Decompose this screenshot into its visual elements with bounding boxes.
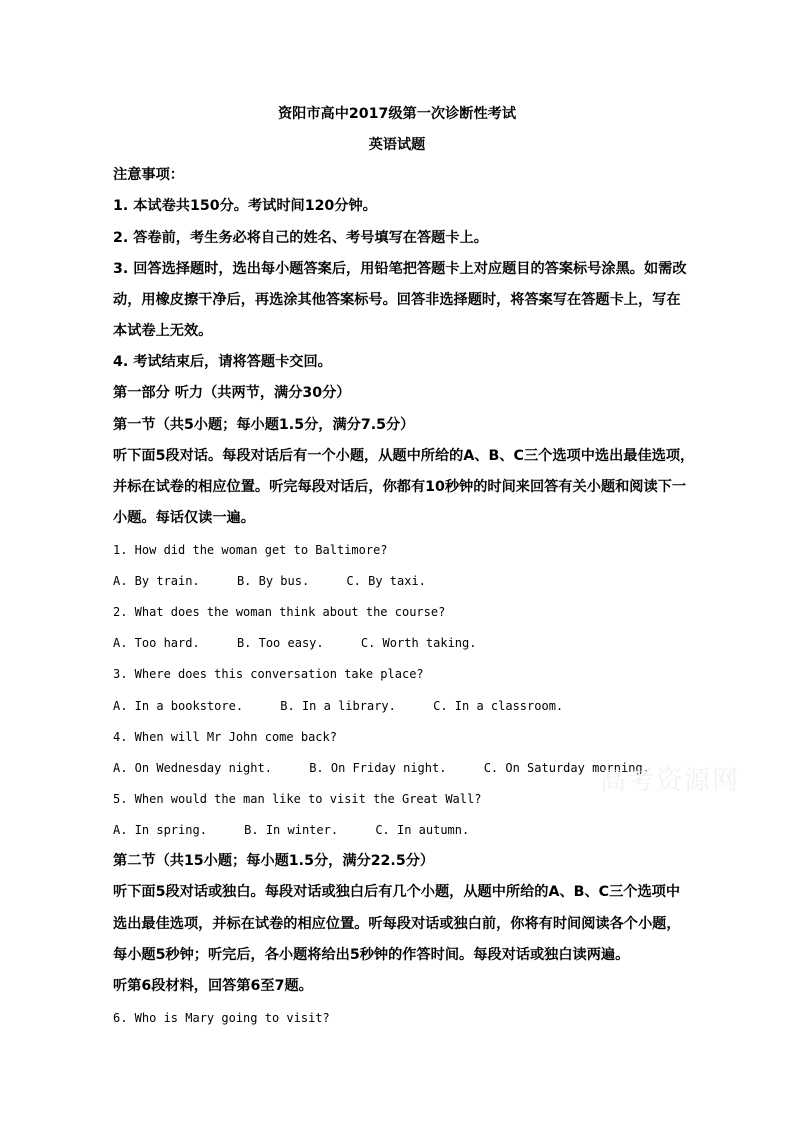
question-3-options <box>113 697 563 715</box>
question-2-option-b: B. Too easy. <box>236 636 324 650</box>
question-3: 3. Where does this conversation take place? <box>113 667 424 681</box>
section1-instructions-line-3: 小题。每话仅读一遍。 <box>113 510 255 526</box>
question-1-option-a: A. By train. <box>113 574 200 588</box>
section2-instructions-line-3: 每小题5秒钟；听完后，各小题将给出5秒钟的作答时间。每段对话或独白读两遍。 <box>113 947 630 963</box>
question-5-option-c: C. In autumn. <box>375 823 470 837</box>
question-4-option-b: B. On Friday night. <box>309 761 447 775</box>
question-5-options <box>113 821 469 839</box>
notice-item-4: 4. 考试结束后，请将答题卡交回。 <box>113 354 332 370</box>
watermark: 高考资源网 <box>600 766 741 796</box>
question-2-option-a: A. Too hard. <box>113 636 200 650</box>
question-6: 6. Who is Mary going to visit? <box>113 1011 330 1025</box>
question-5-option-b: B. In winter. <box>244 823 339 837</box>
question-3-option-c: C. In a classroom. <box>433 699 564 713</box>
section1-instructions-line-1: 听下面5段对话。每段对话后有一个小题，从题中所给的A、B、C三个选项中选出最佳选项， <box>113 448 695 464</box>
question-4: 4. When will Mr John come back? <box>113 730 337 744</box>
notice-item-2: 2. 答卷前，考生务必将自己的姓名、考号填写在答题卡上。 <box>113 230 488 246</box>
question-2: 2. What does the woman think about the course? <box>113 605 446 619</box>
question-5-option-a: A. In spring. <box>113 823 207 837</box>
question-3-option-b: B. In a library. <box>280 699 396 713</box>
question-1-options <box>113 572 426 590</box>
notice-item-3-line-2: 动，用橡皮擦干净后，再选涂其他答案标号。回答非选择题时，将答案写在答题卡上，写在 <box>113 292 681 308</box>
notice-item-3-line-3: 本试卷上无效。 <box>113 323 213 339</box>
question-5: 5. When would the man like to visit the Great Wall? <box>113 792 482 806</box>
part1-heading: 第一部分 听力（共两节，满分30分） <box>113 385 351 401</box>
question-2-option-c: C. Worth taking. <box>360 636 477 650</box>
question-3-option-a: A. In a bookstore. <box>113 699 244 713</box>
exam-title: 资阳市高中2017级第一次诊断性考试 <box>277 106 517 122</box>
question-4-options <box>113 759 650 777</box>
section1-instructions-line-2: 并标在试卷的相应位置。听完每段对话后，你都有10秒钟的时间来回答有关小题和阅读下一 <box>113 479 687 495</box>
question-4-option-c: C. On Saturday morning. <box>483 761 650 775</box>
section2-instructions-line-2: 选出最佳选项，并标在试卷的相应位置。听每段对话或独白前，你将有时间阅读各个小题， <box>113 916 681 932</box>
question-1-option-b: B. By bus. <box>236 574 310 588</box>
section2-instructions-line-1: 听下面5段对话或独白。每段对话或独白后有几个小题，从题中所给的A、B、C三个选项中 <box>113 884 681 900</box>
notice-heading: 注意事项： <box>113 167 184 183</box>
section2-heading: 第二节（共15小题；每小题1.5分，满分22.5分） <box>113 853 435 869</box>
notice-item-3-line-1: 3. 回答选择题时，选出每小题答案后，用铅笔把答题卡上对应题目的答案标号涂黑。如需改 <box>113 261 687 277</box>
notice-item-1: 1. 本试卷共150分。考试时间120分钟。 <box>113 198 377 214</box>
question-4-option-a: A. On Wednesday night. <box>113 761 272 775</box>
section1-heading: 第一节（共5小题；每小题1.5分，满分7.5分） <box>113 417 415 433</box>
question-1-option-c: C. By taxi. <box>346 574 426 588</box>
material-6-heading: 听第6段材料，回答第6至7题。 <box>113 978 313 994</box>
question-2-options <box>113 634 476 652</box>
exam-subject: 英语试题 <box>368 137 426 153</box>
question-1: 1. How did the woman get to Baltimore? <box>113 543 388 557</box>
